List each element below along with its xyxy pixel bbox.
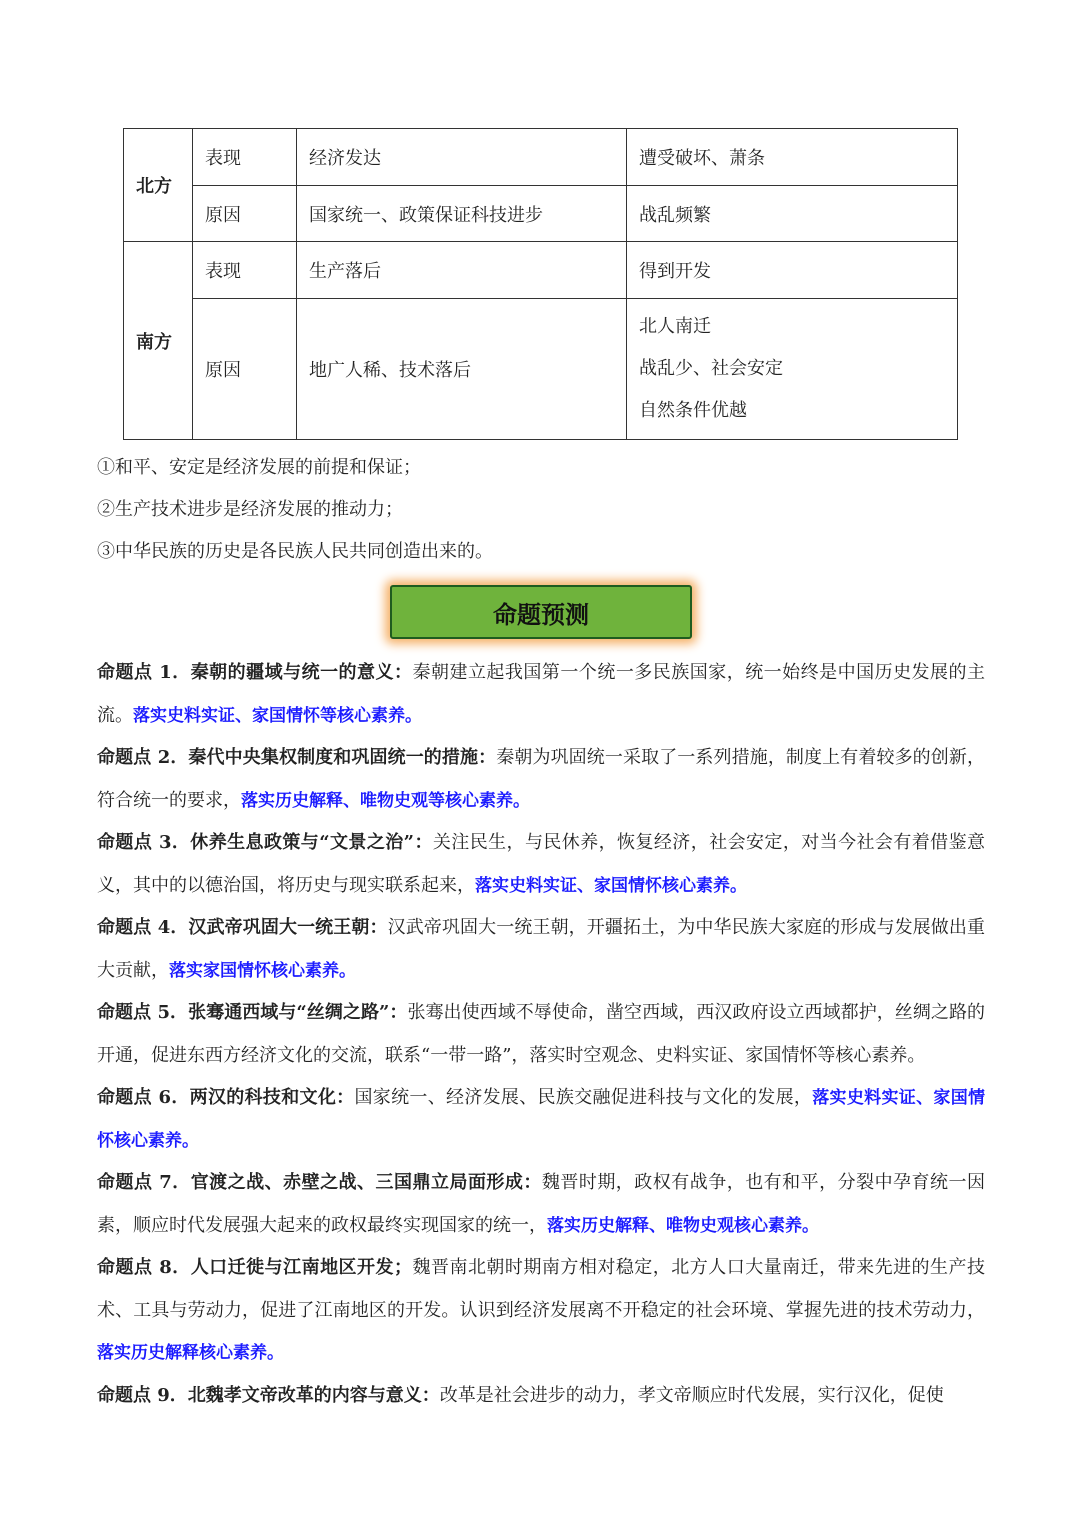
point-highlight: 落实史料实证、家国情怀核心素养。 (475, 875, 747, 896)
point-text: 张骞出使西域不辱使命，凿空西域，西汉政府设立西域都护，丝绸之路的开通，促进东西方经济文化的交流，联系“一带一路”，落实时空观念、史料实证、家国情怀等核心素养。 (97, 1002, 985, 1066)
list-item (97, 1375, 985, 1418)
table-cell: 遭受破坏、萧条 (627, 129, 958, 186)
point-label: 命题点 5．张骞通西域与“丝绸之路”： (97, 1002, 408, 1023)
list-item (97, 907, 985, 992)
point-text: 汉武帝巩固大一统王朝，开疆拓土，为中华民族大家庭的形成与发展做出重大贡献， (97, 917, 986, 981)
table-cell: 得到开发 (627, 242, 958, 299)
point-text: 魏晋南北朝时期南方相对稳定，北方人口大量南迁，带来先进的生产技术、工具与劳动力，促进了江南地区的开发。认识到经济发展离不开稳定的社会环境、掌握先进的技术劳动力， (97, 1257, 985, 1321)
table-cell: 生产落后 (297, 242, 627, 299)
point-highlight: 落实历史解释核心素养。 (97, 1343, 284, 1363)
list-item (97, 992, 985, 1077)
point-text: 秦朝为巩固统一采取了一系列措施，制度上有着较多的创新，符合统一的要求， (97, 747, 985, 811)
table-row (124, 129, 958, 186)
point-label: 命题点 6．两汉的科技和文化： (97, 1087, 355, 1108)
point-label: 命题点 8．人口迁徙与江南地区开发； (97, 1257, 413, 1278)
list-item (97, 1162, 985, 1247)
point-end: 。 (405, 705, 422, 726)
row-label: 表现 (193, 129, 297, 186)
point-highlight: 落实家国情怀核心素养。 (169, 960, 356, 981)
point-label: 命题点 1．秦朝的疆域与统一的意义： (97, 662, 413, 683)
list-item (97, 822, 985, 907)
conclusion-item: ②生产技术进步是经济发展的推动力； (97, 499, 403, 520)
point-text: 改革是社会进步的动力，孝文帝顺应时代发展，实行汉化，促使 (439, 1384, 944, 1406)
table-cell: 地广人稀、技术落后 (297, 299, 627, 440)
conclusion-item: ③中华民族的历史是各民族人民共同创造出来的。 (97, 541, 493, 562)
list-item (97, 1077, 985, 1162)
table-cell-multiline (627, 299, 958, 440)
cell-line: 北人南迁 (639, 316, 711, 337)
point-text: 国家统一、经济发展、民族交融促进科技与文化的发展， (354, 1087, 813, 1108)
list-item (97, 737, 985, 822)
point-highlight: 落实史料实证、家国情怀核心素养。 (97, 1088, 986, 1151)
point-text: 秦朝建立起我国第一个统一多民族国家，统一始终是中国历史发展的主流。 (97, 662, 985, 726)
row-label: 原因 (193, 186, 297, 242)
point-label: 命题点 2．秦代中央集权制度和巩固统一的措施： (97, 747, 497, 768)
point-label: 命题点 7．官渡之战、赤壁之战、三国鼎立局面形成： (97, 1172, 542, 1193)
point-text: 魏晋时期，政权有战争，也有和平，分裂中孕育统一因素，顺应时代发展强大起来的政权最终实现国家的统一， (97, 1172, 985, 1236)
list-item (97, 1247, 985, 1375)
conclusion-item: ①和平、安定是经济发展的前提和保证； (97, 457, 421, 478)
point-highlight: 落实历史解释、唯物史观核心素养。 (547, 1215, 819, 1236)
prediction-points (97, 652, 985, 1417)
region-south: 南方 (124, 242, 193, 440)
list-item (97, 652, 985, 737)
point-label: 命题点 3．休养生息政策与“文景之治”： (97, 832, 433, 853)
conclusions-list (97, 447, 493, 573)
cell-line: 自然条件优越 (639, 400, 747, 421)
table-row (124, 242, 958, 299)
section-banner: 命题预测 (390, 585, 692, 639)
point-label: 命题点 4．汉武帝巩固大一统王朝： (97, 917, 388, 938)
point-highlight: 落实史料实证、家国情怀等核心素养 (133, 705, 405, 726)
point-text: 关注民生，与民休养，恢复经济，社会安定，对当今社会有着借鉴意义，其中的以德治国，将历史与现实联系起来， (97, 832, 986, 896)
row-label: 原因 (193, 299, 297, 440)
point-label: 命题点 9．北魏孝文帝改革的内容与意义： (97, 1384, 440, 1406)
table-row (124, 186, 958, 242)
cell-line: 战乱少、社会安定 (639, 358, 783, 379)
region-north: 北方 (124, 129, 193, 242)
table-cell: 战乱频繁 (627, 186, 958, 242)
row-label: 表现 (193, 242, 297, 299)
table-cell: 经济发达 (297, 129, 627, 186)
point-highlight: 落实历史解释、唯物史观等核心素养。 (241, 790, 530, 811)
table-cell: 国家统一、政策保证科技进步 (297, 186, 627, 242)
comparison-table (123, 128, 958, 440)
table-row (124, 299, 958, 440)
